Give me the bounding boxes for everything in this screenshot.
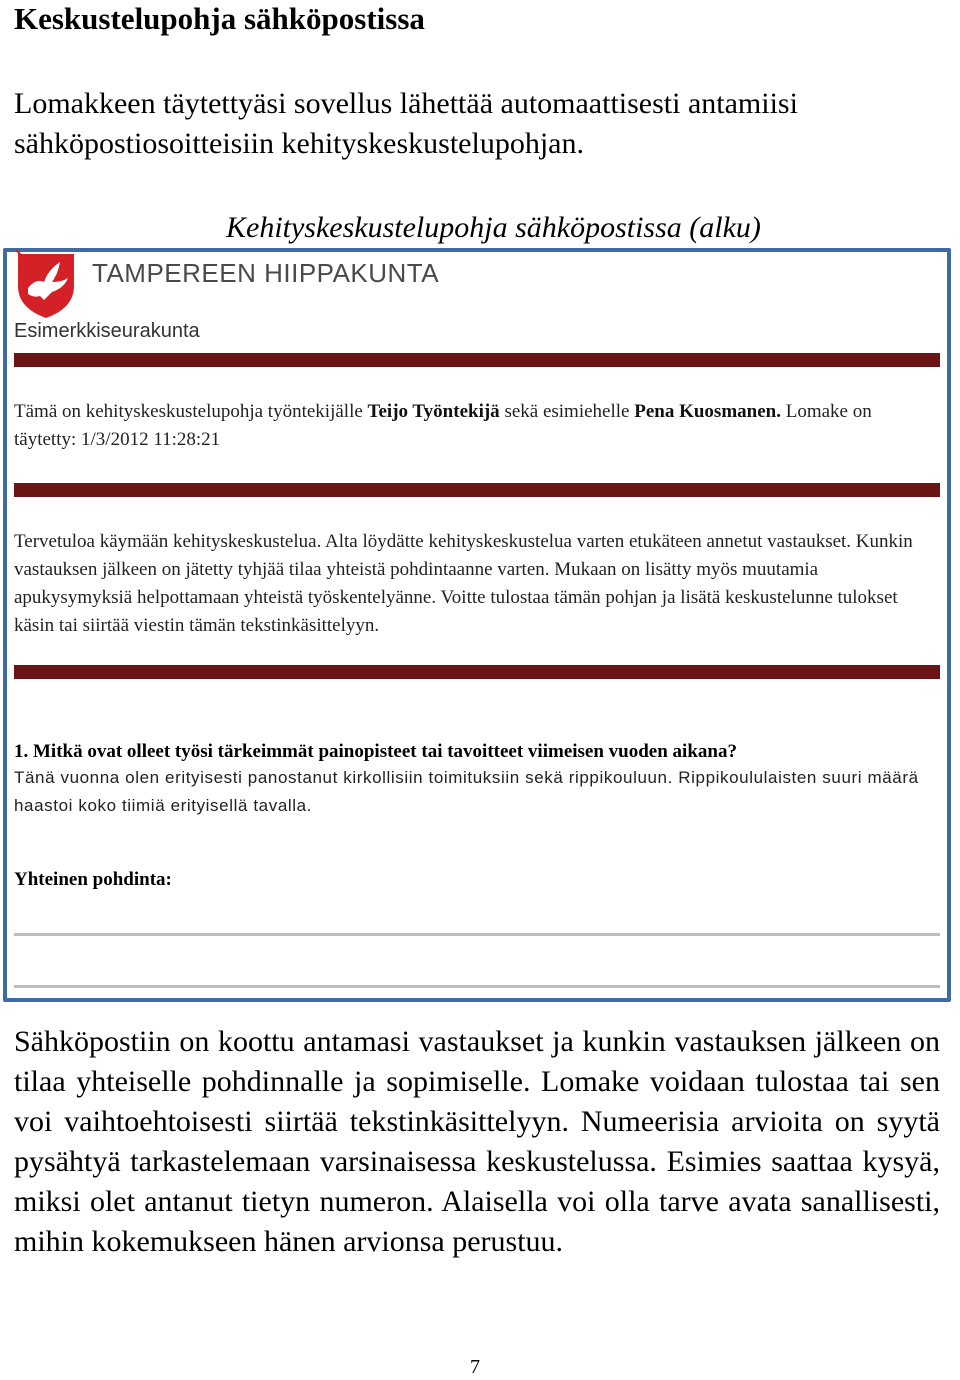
organization-name: TAMPEREEN HIIPPAKUNTA (92, 258, 440, 288)
email-intro: Tämä on kehityskeskustelupohja työntekijälle Teijo Työntekijä sekä esimiehelle Pena Kuosmanen. Lomake on täytetty: 1/3/2012 11:28:21 (14, 401, 872, 450)
dove-shield-logo-icon (14, 248, 78, 320)
page-number: 7 (470, 1356, 480, 1378)
section-divider (14, 483, 940, 497)
figure-caption: Kehityskeskustelupohja sähköpostissa (alku) (226, 211, 761, 244)
intro-text: Lomakkeen täytettyäsi sovellus lähettää automaattisesti antamiisi sähköpostiosoitteisiin kehityskeskustelupohjan. (14, 87, 798, 160)
writing-line (14, 985, 940, 988)
discussion-label: Yhteinen pohdinta: (14, 869, 172, 890)
writing-line (14, 933, 940, 936)
welcome-paragraph: Tervetuloa käymään kehityskeskustelua. Alta löydätte kehityskeskustelua varten etukäteen annetut vastaukset. Kunkin vastauksen jälkeen on jätetty tyhjää tilaa yhteistä pohdintaanne varten. Mukaan on lisätty myös muutamia apukysymyksiä helpottamaan yhteistä työskentelyänne. Voitte tulostaa tämän pohjan ja lisätä keskustelunne tulokset käsin tai siirtää viestin tämän tekstinkäsittelyyn. (14, 531, 913, 636)
manager-name: Pena Kuosmanen. (634, 401, 781, 422)
employee-name: Teijo Työntekijä (367, 401, 500, 422)
question-answer: Tänä vuonna olen erityisesti panostanut kirkollisiin toimituksiin sekä rippikouluun. Rippikoululaisten suuri määrä haastoi koko tiimiä erityisellä tavalla. (14, 768, 919, 815)
section-divider (14, 353, 940, 367)
parish-name: Esimerkkiseurakunta (14, 320, 200, 342)
question-title: 1. Mitkä ovat olleet työsi tärkeimmät painopisteet tai tavoitteet viimeisen vuoden aikana? (14, 741, 737, 762)
section-divider (14, 665, 940, 679)
body-paragraph: Sähköpostiin on koottu antamasi vastaukset ja kunkin vastauksen jälkeen on tilaa yhteiselle pohdinnalle ja sopimiselle. Lomake voidaan tulostaa tai sen voi vaihtoehtoisesti siirtää tekstinkäsittelyyn. Numeerisia arvioita on syytä pysähtyä tarkastelemaan varsinaisessa keskustelussa. Esimies saattaa kysyä, miksi olet antanut tietyn numeron. Alaisella voi olla tarve avata sanallisesti, mihin kokemukseen hänen arvionsa perustuu. (14, 1025, 940, 1258)
page-heading: Keskustelupohja sähköpostissa (14, 1, 425, 36)
